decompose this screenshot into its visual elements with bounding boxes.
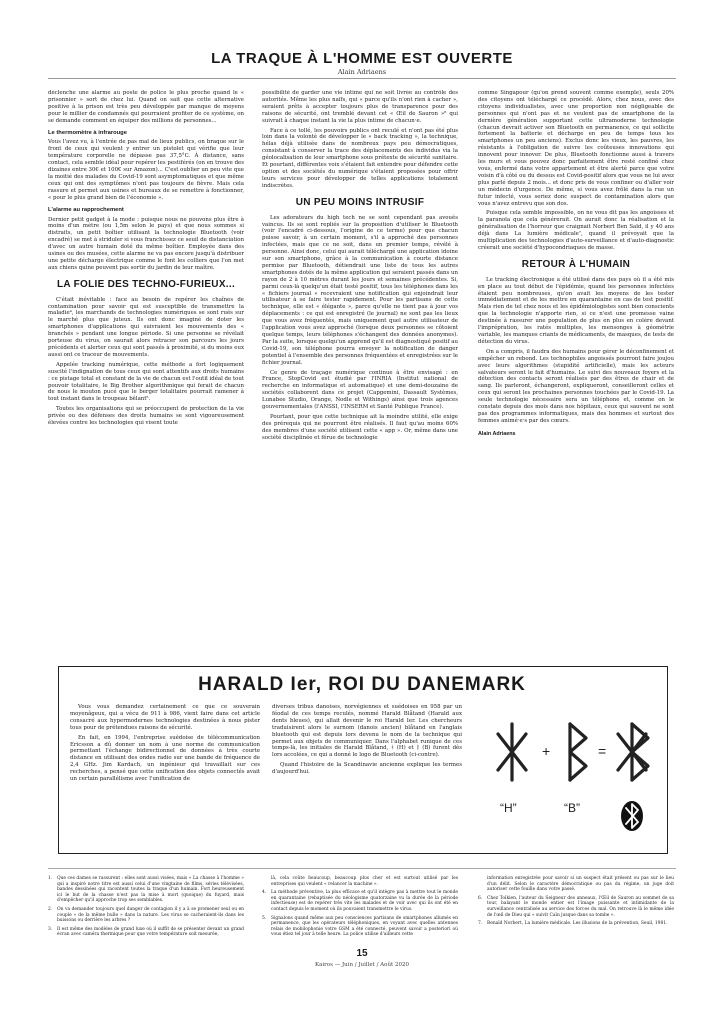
footnotes-column-3 [478, 876, 674, 930]
paragraph: Dernier petit gadget à la mode : puisque nous ne pouvons plus être à moins d'un mètre (ou 1,5m selon le pays) et que nous sommes si distraits, un petit boîtier utilisant la technologie Bluetooth (voir encadré) se met à striduler si vous franchissez ce seuil de distanciation d'avec un autre humain doté du même boîtier. Employée dans des usines ou des musées, cette alarme ne va pas encore jusqu'à distribuer une petite décharge électrique comme le font les colliers que l'on met aux chiens quine peuvent pas sortir du jardin de leur maître. [48, 216, 244, 271]
footnote-number: 6. [478, 895, 483, 901]
section-heading: UN PEU MOINS INTRUSIF [295, 196, 425, 208]
article-column-2 [262, 90, 458, 650]
footnote-number [262, 876, 271, 887]
page-number: 15 [356, 948, 368, 959]
issue-line: Kairos — Juin / Juillet / Août 2020 [315, 962, 409, 968]
footnote [262, 876, 458, 887]
footnote-number: 7. [478, 921, 483, 927]
label-h: “H” [500, 801, 517, 815]
bluetooth-rune-icon [618, 724, 648, 780]
paragraph: Appelée tracking numérique, cette méthode a fort logiquement suscité l'indignation de tous ceux qui sont attentifs aux droits humains : ce pistage total et constant de la vie de chacun est l'outil idéal de tout pouvoir totalitaire, le Big Brother algorithmique qui ferait de chacun de nous le mouton pucé que le berger totalitaire pourrait ramener à tout instant dans le troupeau bêlant⁵. [48, 361, 244, 403]
section-heading: LA FOLIE DES TECHNO-FURIEUX... [56, 278, 236, 290]
footnote-divider [48, 868, 676, 869]
footnote-number: 3. [48, 926, 53, 932]
footnote-text: La méthode préventive, la plus efficace et qu'il intègre pas à mettre tout le monde en quarantaine (rebaptisée du néologisme quatorzaine vu la durée de la période infectieuse) est de repérer très vite les malades et de voir avec qui ils ont été en contact depuis le moment où ils pouvaient transmettre le virus. [271, 890, 458, 912]
bluetooth-runes-illustration [486, 712, 656, 842]
paragraph: diverses tribus danoises, norvégiennes et suédoises en 958 par un féodal de ces temps reculés, nommé Harald Blåtand (Harald aux dents bleues), qui allait devenir le roi Harald Ier. Les chercheurs traduisirent alors le surnom (danois ancien) blåtand en l'anglais bluetooth qui est depuis lors devenu le nom de la technique qui permet aux objets de communiquer. Dans l'alphabet runique de ces temps-là, les initiales de Harald Blåtand, ᚼ (H) et ᛒ (B) furent dès lors accolées, ce qui a donné le logo de Bluetooth (ci-contre). [272, 704, 462, 759]
paragraph: En fait, en 1994, l'entreprise suédoise de télécommunication Ericsson a dû donner un nom à une norme de communication permettant l'échange bidirectionnel de données à très courte distance en utilisant des ondes radio sur une bande de fréquence de 2,4 GHz. Jim Kardach, un ingénieur qui travaillait sur ces recherches, a pensé que cette unification des objets connectés avait un certain parallélisme avec l'unification de [70, 734, 260, 783]
footnote-text: On va demander toujours quel danger de contagion il y a à se promener seul ou en couple « de la même bulle » dans la nature. Les virus se cacheraient-ils dans les buissons ou derrière les arbres ? [57, 906, 244, 924]
rune-h-icon [498, 724, 526, 780]
label-b: “B” [564, 801, 580, 815]
footnote [48, 907, 244, 924]
equals-sign: = [598, 743, 607, 759]
header-divider [48, 78, 676, 79]
footnote [262, 890, 458, 912]
paragraph: C'était inévitable : face au besoin de repérer les chaînes de contamination pour savoir qui est susceptible de transmettre la maladie⁴, les marchands de technologies numériques se sont rués sur le marché plus que juteux. Ils ont donc imaginé de doter les smartphones d'applications qui suivraient les mouvements des « branchés » pendant une longue période. Si une personne se révélait porteuse du virus, on saurait alors retracer son parcours les jours précédents et alerter ceux qui sont passés à proximité, si du moins eux aussi ont ce traceur de mouvements. [48, 296, 244, 358]
footnote-number: 1. [48, 876, 53, 881]
paragraph: Pourtant, pour que cette technique ait la moindre utilité, elle exige des prérequis qui ne pourront être réalisés. Il faut qu'au moins 60% des membres d'une société utilisent cette « app ». Or, même dans une société disciplinée et férue de technologie [262, 413, 458, 441]
footnote [48, 876, 244, 904]
paragraph: Vous vous demandez certainement ce que ce souverain moyenâgeux, qui a vécu de 911 à 986, vient faire dans cet article consacré aux hypermodernes technologies destinées à nous pister tous pour de prétendues raisons de sécurité. [70, 704, 260, 731]
footnote-number [478, 876, 487, 893]
paragraph: possibilité de garder une vie intime qui ne soit livrée au contrôle des autorités. Même les plus naïfs, qui « parce qu'ils n'ont rien à cacher », seraient prêts à accepter toujours plus de transparence pour des raisons de sécurité, ont tremblé devant cet « Œil de Sauron »⁶ qui suivrait à chaque instant la vie la plus intime de chacun·e. [262, 90, 458, 124]
paragraph: déclenche une alarme au poste de police le plus proche quand le « prisonnier » sort de chez lui. Quand on sait que cette alternative positive à la prison est très peu développée par manque de moyens pour le millier de condamnés qui pourraient profiter de ce système, on se demande comment en équiper des millions de personnes... [48, 90, 244, 124]
rune-b-icon [570, 724, 586, 780]
box-title: HARALD Ier, ROI DU DANEMARK [198, 674, 526, 695]
paragraph: Puisque cela semble impossible, on ne vous dit pas les angoisses et la paranoïa que cela générerait. On aurait donc la réalisation et la généralisation de l'horreur que craignait Norbert Ben Saïd, il y 40 ans déjà dans La lumière médicale⁷, quand il prévoyait que la multiplication des technologies d'auto-surveillance et d'auto-diagnostic créerait une société d'hypocondriaques de masse. [478, 210, 674, 251]
article-column-1 [48, 90, 244, 650]
paragraph: Quand l'histoire de la Scandinavie ancienne explique les termes d'aujourd'hui. [272, 762, 462, 776]
paragraph: Face à ce tollé, les pouvoirs publics ont reculé et n'ont pas été plus loin dans la volonté de développer le « back tracking », la technique, hélas déjà utilisée dans de nombreux pays peu démocratiques, consistant à conserver la trace des déplacements des individus via la géolocalisation de leur smartphone sous prétexte de sécurité sanitaire. Et pourtant, différentes voix s'étaient fait entendre pour défendre cette option et des sociétés du numérique s'étaient proposées pour offrir leurs services pour développer de telles applications totalement indiscrètes. [262, 127, 458, 189]
footnote-text: Il est même des modèles de grand luxe où il suffit de se présenter devant un grand écran avec caméra thermique pour que votre température soit mesurée, [57, 926, 244, 938]
footnote-text: Chez Tolkien, l'auteur du Seigneur des anneaux, l'Œil de Sauron au sommet de sa tour, balayant le monde entier est l'image puissante et intimidante de la surveillance centralisée au service des forces du mal. On retrouve là le même idée de l'œil de Dieu qui « suivit Caïn jusque dans sa tombe ». [487, 895, 674, 918]
box-column-1 [70, 704, 260, 786]
paragraph: Le tracking électronique a été utilisé dans des pays où il a été mis en place au tout début de l'épidémie, quand les personnes infectées étaient peu nombreuses, qu'on avait les moyens de les tester immédiatement et de les mettre en quarantaine en cas de test positif. Mais rien de tel chez nous et les épidémiologistes sont bien conscients que la technologie n'apporte rien, si ce n'est une promesse vaine destinée à rassurer une population de plus en plus en colère devant l'imprépration, les ratés multiples, les mensonges à géométrie variable, les manques criants de médicaments, de masques, de tests de détection du virus. [478, 276, 674, 345]
paragraph: comme Singapour (qu'on prend souvent comme exemple), seuls 20% des citoyens ont téléchargé ce procédé. Alors, chez nous, avec des citoyens individualistes, avec une proportion non négligeable de personnes qui n'ont pas et ne veulent pas de smartphone de la dernière génération supportant cette ultramoderne technologie (chacun devrait activer son Bluetooth en permanence, ce qui sollicite fortement la batterie et décharge en peu de temps tous les smartphones un peu anciens). Exclus donc les vieux, les pauvres, les résistants à l'obligation de suivre les coûteuses innovations qui innovent pour innover. De plus, Bluetooth fonctionne aussi à travers les murs et vous pouvez donc parfaitement être resté confiné chez vous, enfermé dans votre appartement et être alerté parce que votre voisin d'à côté ou du dessus est Covid-positif alors que vous ne lui avez plus parlé depuis 2 mois... et donc pris de vous confiner ou d'aller voir un médecin d'urgence. De même, si vous avez frôlé dans la rue un futur infecté, vous seriez donc suspect de contamination alors que vous n'avez entrevu que son dos. [478, 90, 674, 207]
page-title: LA TRAQUE À L'HOMME EST OUVERTE [211, 50, 513, 67]
section-heading: RETOUR À L'HUMAIN [521, 258, 631, 270]
paragraph: On a compris, il faudra des humains pour gérer le déconfinement et empêcher un rebond. Les technophiles angoissés pourront faire joujou avec leurs algorithmes (stupidité artificielle), mais les acteurs salvateurs seront le fait d'humains. Le suivi des nouveaux foyers et la détection des contacts seront réalisés par des êtres de chair et de sang. Ils parleront, échangeront, expliqueront, conseilleront celles et ceux qui seront les prochaines personnes touchées par le Covid-19. La seule technologie nécessaire sera un téléphone et, comme on le constate depuis des mois dans nos hôpitaux, ceux qui sauvent ne sont pas des programmes informatiques, mais des hommes et surtout des femmes animé·e·s par des cœurs. [478, 348, 674, 424]
signature: Alain Adriaens [478, 430, 516, 437]
footnote-text: Que ces dames se rassurent : elles sont aussi visées, mais « La chasse à l'homme » qui a inspiré notre titre est aussi celui d'une vingtaine de films, séries télévisées, bandes dessinées qui racontent toutes la traque d'un humain. Fort heureusement ici le but de la chasse n'est pas la mise à mort (quoique) du fuyard, mais d'empêcher qu'il approche trop ses semblables. [57, 876, 244, 904]
box-column-2 [272, 704, 462, 779]
footnote [478, 876, 674, 893]
paragraph: Toutes les organisations qui se préoccupent de protection de la vie privée ou des défenses des droits humains se sont vigoureusement élevées contre les technologies qui visent toute [48, 406, 244, 427]
subheading: Le thermomètre à infrarouge [48, 129, 127, 136]
paragraph: Ce genre de traçage numérique continue à être envisagé : en France, StopCovid est étudié par l'INRIA (Institut national de recherche en informatique et automatique) et une demi-douzaine de sociétés collaborent dans ce projet (Capgemini, Dassault Systèmes, Lunabee Studio, Orange, Nodle et Withings) ainsi que trois agences gouvernementales (l'ANSSI, l'INSERM et Santé Publique France). [262, 369, 458, 411]
paragraph: Vous l'avez vu, à l'entrée de pas mal de lieux publics, on braque sur le front de ceux qui veulent y entrer un pistolet qui vérifie que leur température corporelle ne dépasse pas 37,5°C. À distance, sans contact, cela semble idéal pour repérer les pestiférés (on en trouve des dizaines entre 30€ et 100€ sur Amazon)... C'est oublier un peu vite que la moitié des malades du Covid-19 sont asymptomatiques et que même ceux qui ont des symptômes n'ont pas toujours de fièvre. Mais cela rassure et permet aux usines et bureaux de se remettre à fonctionner, « pour le plus grand bien de l'économie ». [48, 139, 244, 201]
author-byline: Alain Adriaens [337, 68, 387, 76]
article-column-3 [478, 90, 674, 650]
footnote-text: là, cela coûte beaucoup, beaucoup plus cher et est surtout utilisé par les entreprises qui veulent « relancer la machine ». [271, 876, 458, 887]
footnote [262, 916, 458, 938]
footnote-number: 2. [48, 906, 53, 912]
footnote-number: 5. [262, 915, 267, 921]
plus-sign: + [542, 743, 551, 759]
footnote-text: Benaïd Norbert, La lumière médicale. Les illusions de la prévention, Seuil, 1981. [487, 921, 668, 927]
footnote-number: 4. [262, 890, 267, 896]
footnote [48, 927, 244, 938]
footnote [478, 921, 674, 927]
footnote-text: information enregistrée pour savoir si un suspect était présent ou pas sur le lieu d'un délit. Selon le caractère démocratique ou pas du régime, un juge doit autoriser cette fouille dans votre passé. [487, 876, 674, 893]
paragraph: Les adorateurs du high tech ne se sont cependant pas avoués vaincus. Ils se sont repliés sur la proposition d'utiliser le Bluetooth (voir l'encadré ci-dessous, l'origine de ce terme) pour que chacun puisse savoir, à un certain moment, s'il a approché des personnes infectées, mais que ce ne soit, dans un premier temps, révélé à personne. Ainsi donc, celui qui aurait téléchargé une application idoine sur son smartphone, grâce à la communication à courte distance permise par Bluetooth, détiendrait une liste de tous les autres smartphones dotés de la même application qui seraient passés dans un rayon de 2 à 10 mètres durant les jours et semaines précédentes. Si, parmi ceux-là quelqu'un était testé positif, tous les téléphones dans les « fichiers journal » recevraient une notification qui enjoindrait leur utilisateur à se faire tester rapidement. Pour les partisans de cette technique, elle est « élégante », parce qu'elle ne tient pas à jour vos déplacements : ce qui est enregistré (le journal) ne sont pas les lieux que vous avez fréquentés, mais uniquement quel autre utilisateur de l'application vous avez approché (lorsque deux personnes se côtoient quelque temps, leurs téléphones s'échangent des données anonymes). Par la suite, lorsque quelqu'un apprend qu'il est diagnostiqué positif au Covid-19, son téléphone pourra envoyer la notification de danger potentiel à l'ensemble des personnes fréquentées et enregistrées sur le fichier journal. [262, 214, 458, 366]
footnotes-column-1 [48, 876, 244, 941]
subheading: L'alarme au rapprochement [48, 206, 124, 213]
footnote-text: Signalons quand même aux peu consciences partisans de smartphones allumés en permanence, que les opérateurs téléphoniques, en voyant avec quelles antennes relais de mobilophonie votre GSM a été connecté, peuvent savoir a posteriori où vous étiez tel jour à telle heure. La police utilise d'ailleurs cette [271, 915, 458, 938]
bluetooth-logo-icon [621, 801, 643, 831]
footnote [478, 896, 674, 918]
footnotes-column-2 [262, 876, 458, 941]
